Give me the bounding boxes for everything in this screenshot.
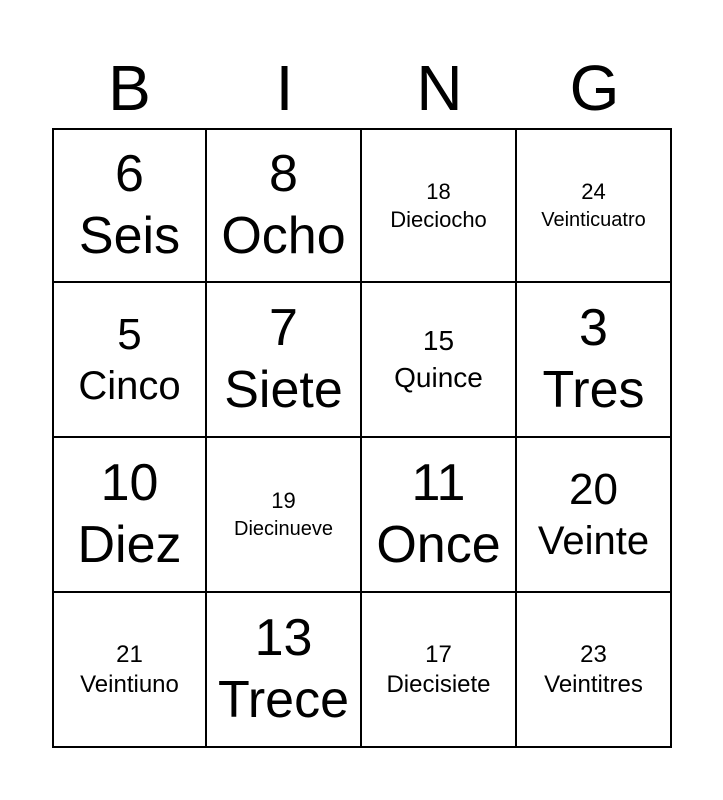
- header-letter-n: N: [416, 52, 463, 124]
- bingo-cell[interactable]: [362, 593, 517, 748]
- cell-number: 23: [580, 640, 607, 668]
- bingo-cell[interactable]: [52, 128, 207, 283]
- cell-word: Dieciocho: [390, 206, 487, 232]
- cell-word: Siete: [224, 360, 343, 419]
- header-letter-i: I: [275, 52, 294, 124]
- cell-number: 6: [115, 144, 144, 203]
- cell-number: 5: [117, 309, 142, 359]
- cell-number: 24: [581, 178, 606, 204]
- cell-number: 7: [269, 298, 298, 357]
- cell-number: 13: [254, 608, 313, 667]
- bingo-cell[interactable]: [362, 438, 517, 593]
- cell-number: 18: [426, 178, 451, 204]
- cell-word: Diecisiete: [386, 670, 491, 698]
- cell-number: 15: [422, 324, 455, 356]
- bingo-grid: [52, 128, 672, 748]
- bingo-cell[interactable]: [517, 593, 672, 748]
- cell-word: Cinco: [78, 363, 181, 408]
- bingo-cell[interactable]: [517, 438, 672, 593]
- bingo-cell[interactable]: [207, 283, 362, 438]
- bingo-cell[interactable]: [517, 128, 672, 283]
- cell-word: Veinte: [537, 518, 650, 563]
- bingo-cell[interactable]: [517, 283, 672, 438]
- cell-number: 17: [425, 640, 452, 668]
- bingo-cell[interactable]: [362, 128, 517, 283]
- cell-word: Quince: [394, 361, 483, 393]
- bingo-cell[interactable]: [52, 593, 207, 748]
- bingo-cell[interactable]: [52, 438, 207, 593]
- header-letter-b: B: [108, 52, 151, 124]
- cell-word: Diecinueve: [234, 517, 333, 540]
- cell-word: Ocho: [221, 206, 346, 265]
- cell-number: 10: [100, 453, 159, 512]
- cell-word: Veintiuno: [80, 670, 179, 698]
- bingo-cell[interactable]: [362, 283, 517, 438]
- cell-number: 20: [569, 464, 618, 514]
- cell-word: Tres: [542, 360, 645, 419]
- cell-word: Veintitres: [544, 670, 643, 698]
- bingo-cell[interactable]: [52, 283, 207, 438]
- bingo-header: [52, 52, 672, 124]
- cell-word: Once: [376, 515, 501, 574]
- cell-number: 19: [271, 487, 296, 513]
- bingo-cell[interactable]: [207, 438, 362, 593]
- cell-number: 8: [269, 144, 298, 203]
- cell-word: Seis: [78, 206, 181, 265]
- cell-number: 11: [411, 453, 466, 512]
- cell-word: Veinticuatro: [541, 208, 646, 231]
- cell-word: Trece: [218, 670, 349, 729]
- bingo-cell[interactable]: [207, 128, 362, 283]
- cell-word: Diez: [77, 515, 182, 574]
- bingo-cell[interactable]: [207, 593, 362, 748]
- cell-number: 21: [116, 640, 143, 668]
- header-letter-g: G: [569, 52, 620, 124]
- cell-number: 3: [579, 298, 608, 357]
